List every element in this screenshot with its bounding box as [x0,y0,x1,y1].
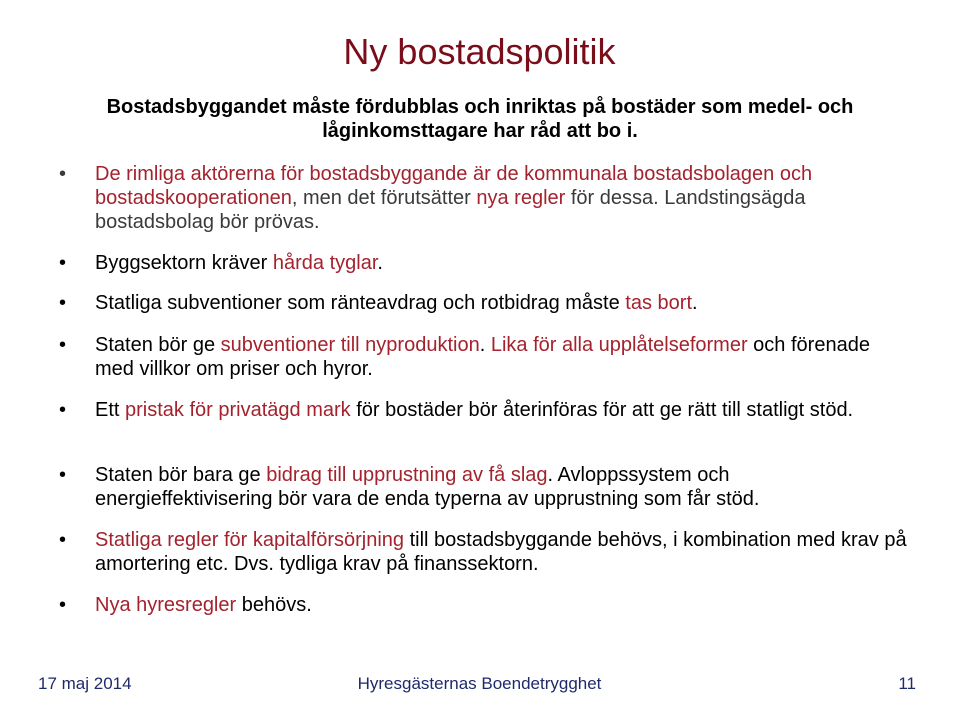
bullet-dot-icon: • [59,399,67,421]
bullet-text: och förenade med villkor om priser och hyror. [95,334,870,380]
bullet-text-highlight: tas bort [625,292,692,314]
slide-subtitle: Bostadsbyggandet måste fördubblas och inriktas på bostäder som medel- och låginkomsttagare har råd att bo i. [106,96,854,142]
bullet-text-highlight: subventioner till nyproduktion [220,334,480,356]
footer-page-number: 11 [898,674,916,693]
bullet-text: för bostäder bör återinföras för att ge rätt till statligt stöd. [350,399,854,421]
bullet-text: Staten bör bara ge [95,464,267,486]
bullet-text-highlight: Statliga regler för kapitalförsörjning [95,529,405,551]
bullet-dot-icon: • [59,594,67,616]
bullet-text: för dessa. Landstingsägda bostadsbolag bör prövas. [95,187,806,233]
bullet-text-highlight: pristak för privatägd mark [125,399,351,421]
bullet-item [59,251,910,275]
bullet-text: Staten bör ge [95,334,221,356]
bullet-text: . [377,252,383,274]
bullet-text: . Avloppssystem och energieffektivisering bör vara de enda typerna av upprustning som får stöd. [95,464,760,510]
footer-organization: Hyresgästernas Boendetrygghet [357,674,602,693]
bullet-dot-icon: • [59,529,67,551]
bullet-item [59,463,910,511]
bullet-item [59,528,910,576]
bullet-text: . [479,334,491,356]
bullet-text-highlight: nya regler [476,187,566,209]
bullet-text: . [692,292,698,314]
bullet-text: , men det förutsätter [291,187,477,209]
bullet-item [59,333,910,381]
bullet-text: Byggsektorn kräver [95,252,273,274]
bullet-text-highlight: Lika för alla upplåtelseformer [490,334,748,356]
bullet-dot-icon: • [59,292,67,314]
bullet-text-highlight: hårda tyglar [272,252,378,274]
bullet-item [59,593,910,617]
slide-title: Ny bostadspolitik [343,31,616,72]
bullet-dot-icon: • [59,334,67,356]
bullet-item [59,162,910,234]
bullet-dot-icon: • [59,464,67,486]
bullet-text: behövs. [236,594,312,616]
bullet-item [59,291,910,315]
bullet-dot-icon: • [59,163,67,185]
bullet-text: till bostadsbyggande behövs, i kombination med krav på amortering etc. Dvs. tydliga krav på finanssektorn. [95,529,907,575]
bullet-text: Ett [95,399,126,421]
bullet-dot-icon: • [59,252,67,274]
bullet-text-highlight: Nya hyresregler [95,594,237,616]
bullet-text-highlight: bidrag till upprustning av få slag [266,464,548,486]
bullet-text: Statliga subventioner som ränteavdrag och rotbidrag måste [95,292,626,314]
footer-date: 17 maj 2014 [38,674,132,693]
bullet-item [59,398,910,422]
bullet-text-highlight: De rimliga aktörerna för bostadsbyggande är de kommunala bostadsbolagen och bostadskooperationen [95,163,813,209]
